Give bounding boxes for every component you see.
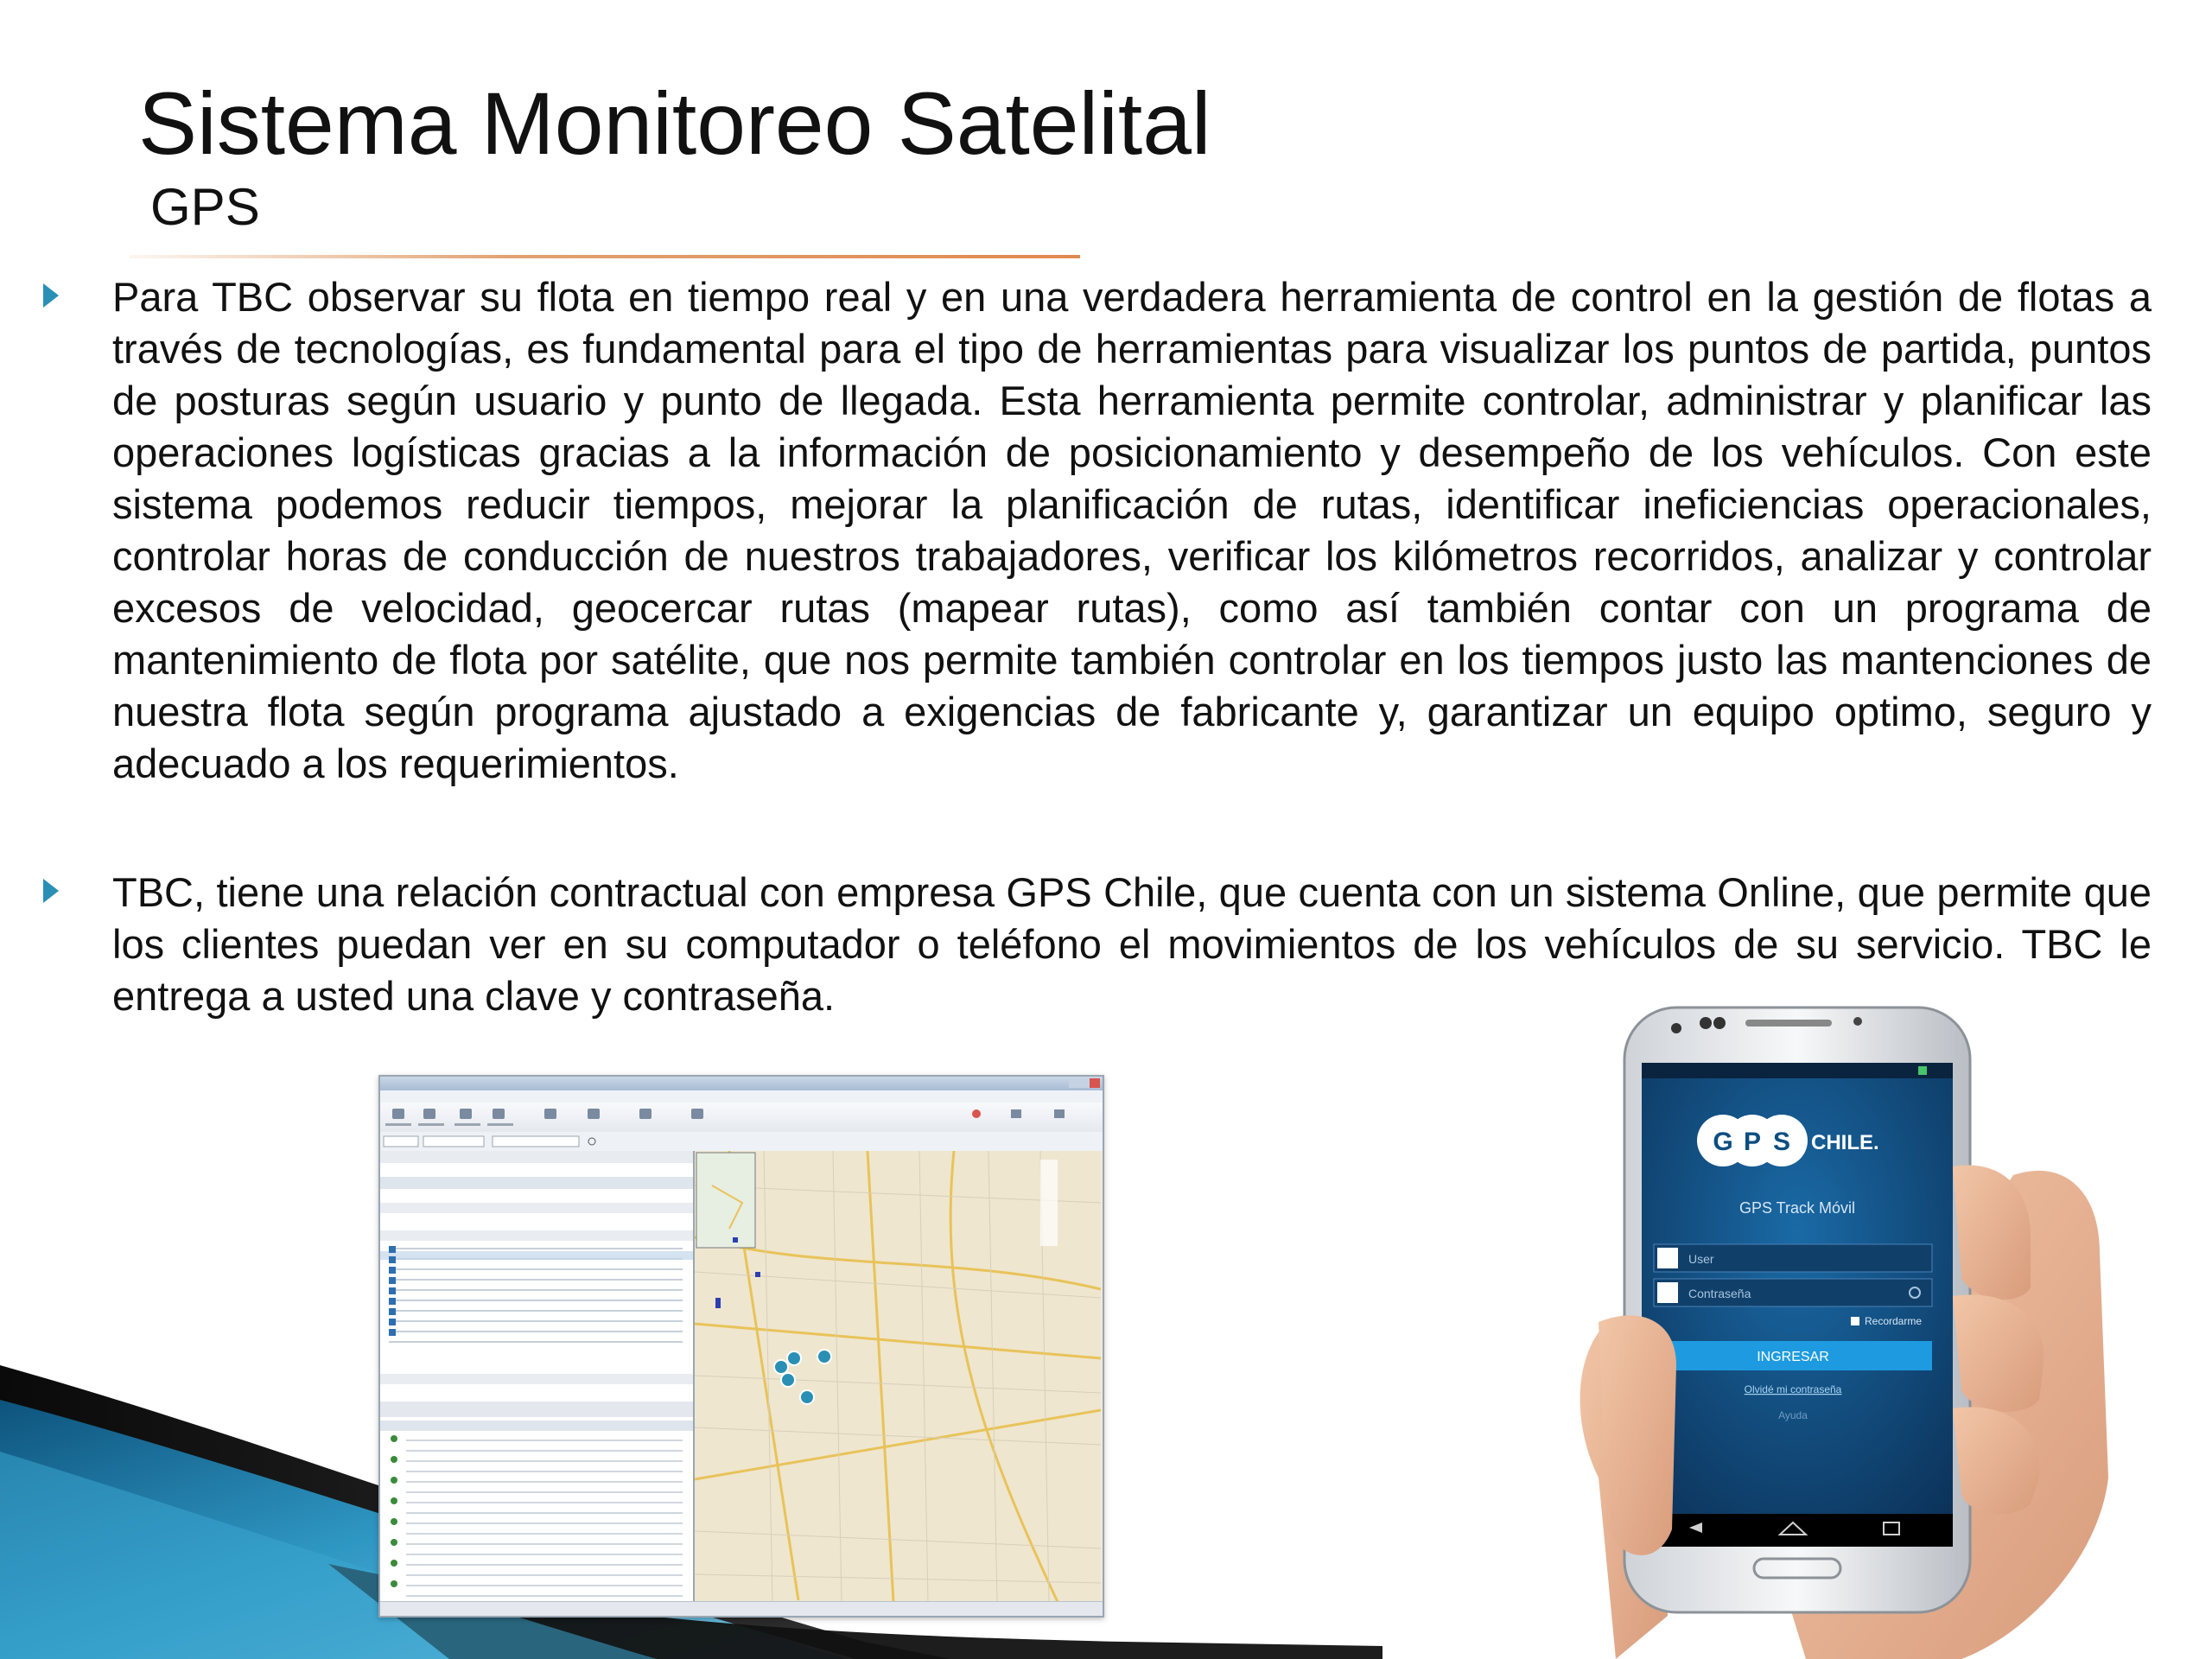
help-link[interactable]: Ayuda [1778,1409,1808,1421]
bullet-arrow-icon [43,879,59,903]
search-bar [380,1132,1103,1152]
bullet-text-2: TBC, tiene una relación contractual con empresa GPS Chile, que cuenta con un sistema Online, que permite que los clientes puedan ver en su computador o teléfono el movimientos de los vehículos de su servicio. TBC le entrega a usted una clave y contraseña. [112,869,2152,1019]
window-titlebar [380,1077,1103,1090]
vehicle-list-panel [380,1151,695,1616]
forgot-password-link[interactable]: Olvidé mi contraseña [1744,1383,1842,1395]
logo-letter: P [1743,1128,1762,1156]
toolbar [380,1103,1103,1133]
user-field[interactable]: User [1688,1252,1714,1266]
menu-bar [380,1090,1103,1103]
remember-checkbox[interactable] [1851,1317,1859,1325]
login-button-label: INGRESAR [1757,1350,1829,1364]
user-icon [1657,1248,1678,1268]
desktop-app-screenshot [378,1075,1104,1618]
logo-letter: S [1772,1128,1791,1156]
key-icon [1657,1282,1678,1303]
toolbar-icons [380,1103,1103,1132]
window-buttons-icon [1069,1078,1100,1088]
bullet-arrow-icon [43,283,59,308]
logo-suffix: CHILE. [1811,1131,1879,1154]
status-bar [380,1601,1103,1616]
phone-in-hand [1547,994,2169,1659]
logo-letter: G [1713,1128,1733,1156]
remember-label: Recordarme [1865,1315,1923,1327]
password-field[interactable]: Contraseña [1688,1287,1751,1300]
vehicle-table [380,1151,693,1616]
title-divider [130,255,1080,258]
slide-title: Sistema Monitoreo Satelital [138,74,1211,173]
slide-subtitle: GPS [150,178,260,236]
bullet-text-1: Para TBC observar su flota en tiempo real y en una verdadera herramienta de control en la gestión de flotas a través de tecnologías, es fundamental para el tipo de herramientas para visualizar los puntos de partida, puntos de posturas según usuario y punto de llegada. Esta herramienta permite controlar, administrar y planificar las operaciones logísticas gracias a la información de posicionamiento y desempeño de los vehículos. Con este sistema podemos reducir tiempos, mejorar la planificación de rutas, identificar ineficiencias operacionales, controlar horas de conducción de nuestros trabajadores, verificar los kilómetros recorridos, analizar y controlar excesos de velocidad, geocercar rutas (mapear rutas), como así también contar con un programa de mantenimiento de flota por satélite, que nos permite también controlar en los tiempos justo las mantenciones de nuestra flota según programa ajustado a exigencias de fabricante y, garantizar un equipo optimo, seguro y adecuado a los requerimientos. [112,274,2152,786]
map-view [695,1151,1103,1602]
app-title: GPS Track Móvil [1738,1199,1856,1217]
city-map [695,1151,1101,1602]
